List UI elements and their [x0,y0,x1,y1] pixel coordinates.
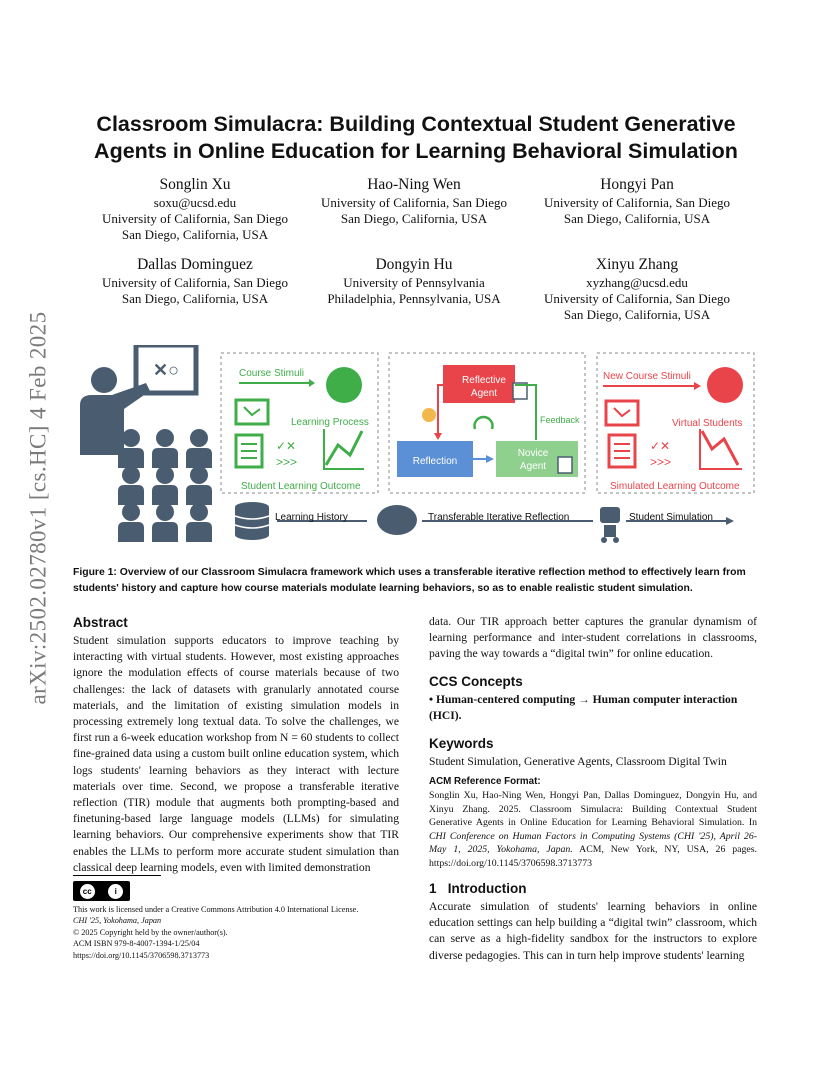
ccs-heading: CCS Concepts [429,674,523,689]
flow-student-simulation: Student Simulation [629,512,713,523]
chart-icon [326,431,362,465]
refresh-icon [474,417,492,429]
abstract-continued [429,614,757,663]
reflective-agent-label: Agent [470,388,498,399]
reflection-label: Reflection [412,456,458,467]
footnote [73,904,413,961]
copyright-text: © 2025 Copyright held by the owner/author(s). [73,927,228,937]
footnote-rule [73,875,161,876]
author-name: Hao-Ning Wen [367,176,461,193]
novice-agent-label: Novice [517,448,549,459]
author-affiliation: University of California, San Diego [321,195,507,210]
author-block [80,255,310,307]
author-email[interactable]: xyzhang@ucsd.edu [586,275,688,290]
author-location: San Diego, California, USA [563,211,711,227]
cc-icon: cc [80,884,95,899]
author-name: Xinyu Zhang [595,256,679,273]
author-location: San Diego, California, USA [121,291,269,307]
chevrons-icon: >>> [276,455,298,469]
acm-ref-text: Songlin Xu, Hao-Ning Wen, Hongyi Pan, Dallas Dominguez, Dongyin Hu, and Xinyu Zhang. 2025. Classroom Simulacra: Building Contextual Student Generative Agents in Online Education for Learning Behavioral Simulation. In CHI Conference on Human Factors in Computing Systems (CHI '25), April 26-May 1, 2025, Yokohama, Japan. ACM, New York, NY, USA, 26 pages. https://doi.org/10.1145/3706598.3713773 [429,790,758,869]
abstract-body [73,633,399,876]
author-affiliation: University of California, San Diego [544,291,730,307]
label-new-course-stimuli: New Course Stimuli [603,371,691,382]
ccs-term: Human-centered computing [435,693,576,706]
abstract-heading: Abstract [73,615,128,630]
author-location: San Diego, California, USA [121,227,269,243]
author-block [522,175,752,227]
author-email[interactable]: soxu@ucsd.edu [153,195,237,210]
label-simulated-outcome: Simulated Learning Outcome [610,481,740,492]
chevrons-icon: >>> [650,455,672,469]
author-name: Dongyin Hu [375,256,453,273]
keywords-text: Student Simulation, Generative Agents, Classroom Digital Twin [429,755,727,768]
screen-icon [606,401,638,425]
database-icon [235,502,269,540]
author-name: Dallas Dominguez [137,256,253,273]
bullet: • [429,693,434,706]
author-location: Philadelphia, Pennsylvania, USA [327,291,501,307]
label-student-outcome: Student Learning Outcome [241,481,361,492]
abstract-continued-text: data. Our TIR approach better captures the granular dynamism of learning performance and inter-student correlations in classrooms, paving the way towards a “digital twin” for online education. [429,615,757,661]
chart-icon [702,431,738,465]
cc-by-badge[interactable] [73,881,130,901]
venue-text: CHI '25, Yokohama, Japan [73,916,162,926]
ccs-concepts: • Human-centered computing → Human computer interaction (HCI). [429,693,738,723]
brain-icon [377,505,417,535]
reflective-agent-label: Reflective [462,375,506,386]
author-block [522,255,752,324]
author-affiliation: University of California, San Diego [102,211,288,227]
students-icon [118,429,212,542]
author-location: San Diego, California, USA [340,211,488,227]
by-icon: i [108,884,123,899]
feedback-label: Feedback [540,415,580,425]
lightbulb-icon [422,408,436,422]
figure-caption: Figure 1: Overview of our Classroom Simulacra framework which uses a transferable iterative reflection method to effectively learn from students' history and capture how course materials modulate learning behaviors, so as to enable realistic student simulation. [73,567,746,594]
author-affiliation: University of Pennsylvania [343,275,485,290]
author-block [299,175,529,227]
acm-ref-heading: ACM Reference Format: [429,776,541,787]
framework-figure [66,345,766,545]
paper-title: Classroom Simulacra: Building Contextual Student Generative Agents in Online Education for Learning Behavioral Simulation [94,112,738,163]
keywords-heading: Keywords [429,736,494,751]
screen-icon [236,400,268,424]
author-block [80,175,310,244]
gear-head-icon [707,367,743,403]
label-course-stimuli: Course Stimuli [239,368,305,379]
check-cross-icon: ✓✕ [650,439,671,453]
svg-text:✕○: ✕○ [153,360,179,380]
author-affiliation: University of California, San Diego [544,195,730,210]
author-location: San Diego, California, USA [563,307,711,323]
intro-heading: 1 Introduction [429,881,527,896]
check-cross-icon: ✓✕ [276,439,297,453]
author-name: Songlin Xu [159,176,231,193]
ccs-term: Human computer interaction (HCI) [429,693,738,723]
intro-text: Accurate simulation of students' learning behaviors in online education settings can help building a “digital twin” classroom, which can serve as a high-fidelity sandbox for the instructors to explore diverse pedagogies. This can in turn help improve students' learning [429,900,757,962]
arrow-icon: → [578,693,590,706]
intro-body [429,899,757,964]
arxiv-stamp: arXiv:2502.02780v1 [cs.HC] 4 Feb 2025 [25,311,50,705]
author-block [299,255,529,307]
flow-learning-history: Learning History [275,512,348,523]
robot-icon [600,507,620,543]
novice-agent-label: Agent [519,461,547,472]
abstract-text: Student simulation supports educators to improve teaching by interacting with virtual students. However, most existing approaches ignore the modulation effects of course materials because of two challenges: the lack of datasets with granularly annotated course materials, and the limitation of existing simulation models in processing extremely long textual data. To solve the challenges, we first run a 6-week education workshop from N = 60 students to collect fine-grained data using a custom built online education system, which logs students' learning behaviors as they interact with lecture materials over time. Second, we propose a transferable iterative reflection (TIR) module that augments both prompting-based and finetuning-based large language models (LLMs) for simulating learning behaviors. Our comprehensive experiments show that TIR enables the LLMs to perform more accurate student simulation than classical deep learning models, even with limited demonstration [73,634,399,874]
license-text: This work is licensed under a Creative Commons Attribution 4.0 International License. [73,905,359,914]
label-virtual-students: Virtual Students [672,418,743,429]
brain-head-icon [326,367,362,403]
flow-tir: Transferable Iterative Reflection [428,512,570,523]
doi-link[interactable]: https://doi.org/10.1145/3706598.3713773 [73,950,210,960]
label-learning-process: Learning Process [291,417,369,428]
author-affiliation: University of California, San Diego [102,275,288,290]
isbn-text: ACM ISBN 979-8-4007-1394-1/25/04 [73,939,200,949]
robot-icon [558,457,572,473]
author-name: Hongyi Pan [600,176,674,193]
